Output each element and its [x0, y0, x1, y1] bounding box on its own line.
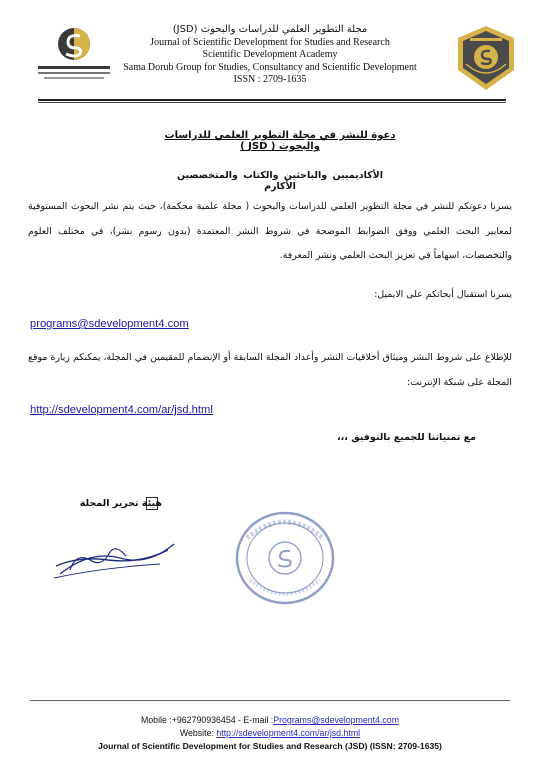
- footer-contact: [40, 714, 500, 727]
- journal-name-english: Journal of Scientific Development for Studies and Research: [150, 36, 390, 48]
- editorial-board-signoff: هيئة تحرير المجلة: [79, 498, 162, 509]
- footer-website-label: Website:: [179, 728, 217, 738]
- academy-badge-logo: [452, 24, 520, 92]
- header-divider: [38, 99, 506, 101]
- submission-email-link[interactable]: programs@sdevelopment4.com: [30, 318, 189, 330]
- official-stamp: [232, 508, 338, 608]
- guidelines-paragraph: للإطلاع على شروط النشر وميثاق أخلاقيات النشر وأعداد المجلة السابقة أو الإنضمام للمقيمين في المجلة، يمكنكم زيارة موقع المجلة على شبكة الإنترنت:: [28, 352, 512, 388]
- footer-divider: [30, 700, 510, 701]
- header-divider-thin: [38, 102, 506, 103]
- invitation-title: دعوة للنشر في مجلة التطوير العلمي للدراسات والبحوث ( JSD ): [164, 130, 396, 152]
- footer-website: [40, 727, 500, 740]
- handwritten-signature: [50, 530, 180, 585]
- issn: ISSN : 2709-1635: [233, 74, 307, 85]
- group-name: Sama Dorub Group for Studies, Consultancy and Scientific Development: [123, 61, 417, 73]
- footer-website-link[interactable]: http://sdevelopment4.com/ar/jsd.html: [216, 728, 361, 738]
- greeting: الأكاديميين والباحثين والكتاب والمتخصصين الأكارم: [176, 170, 383, 192]
- footer-mobile-label: Mobile :+962790936454 - E-mail :: [140, 715, 274, 725]
- academy-name: Scientific Development Academy: [202, 49, 338, 60]
- closing-wishes: مع تمنياتنا للجميع بالتوفيق ،،،: [337, 432, 476, 443]
- journal-name-arabic: مجلة التطوير العلمي للدراسات والبحوث (JSD): [172, 24, 368, 35]
- invitation-paragraph: يسرنا دعوتكم للنشر في مجلة التطوير العلمي للدراسات والبحوث ( مجلة علمية محكمة)، حيث يتم نشر البحوث المستوفية لمعايير البحث العلمي ووفق الضوابط الموضحة في شروط النشر المعتمدة (بدون رسوم نشر)، في مختلف العلوم والتخصصات، اسهاماً في تعزيز البحث العلمي ونشر المعرفة.: [28, 201, 512, 261]
- footer-journal-line: Journal of Scientific Development for Studies and Research (JSD) (ISSN: 2709-1635): [98, 741, 442, 751]
- email-intro: يسرنا استقبال أبحاثكم على الايميل:: [374, 289, 512, 300]
- journal-website-link[interactable]: http://sdevelopment4.com/ar/jsd.html: [30, 404, 213, 416]
- footer-email-link[interactable]: Programs@sdevelopment4.com: [273, 715, 400, 725]
- journal-header: [100, 24, 440, 87]
